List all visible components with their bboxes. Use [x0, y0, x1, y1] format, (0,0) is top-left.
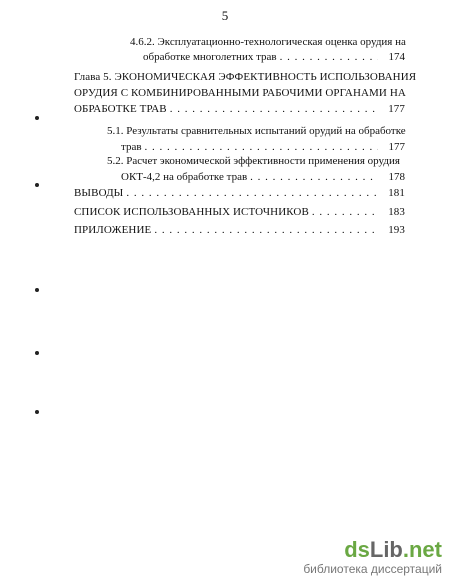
toc-page-number: 177: [388, 141, 405, 153]
dot-leader: [312, 206, 378, 218]
toc-appendix[interactable]: [74, 224, 405, 240]
toc-page-number: 177: [388, 103, 405, 115]
toc-entry-4-6-2[interactable]: [143, 51, 405, 67]
toc-entry-text: ВЫВОДЫ: [74, 187, 124, 199]
binder-hole-mark: [35, 410, 39, 414]
dot-leader: [145, 141, 378, 153]
dot-leader: [154, 224, 378, 236]
dot-leader: [170, 103, 378, 115]
toc-page-number: 193: [388, 224, 405, 236]
toc-section-5-2-line1: 5.2. Расчет экономической эффективности применения орудия: [107, 155, 400, 167]
binder-hole-mark: [35, 183, 39, 187]
logo-lib: Lib: [369, 537, 403, 562]
binder-hole-mark: [35, 351, 39, 355]
toc-section-5-2[interactable]: [121, 171, 405, 187]
dot-leader: [126, 187, 378, 199]
toc-page-number: 178: [388, 171, 405, 183]
toc-entry-text: ПРИЛОЖЕНИЕ: [74, 224, 152, 236]
toc-entry-text: СПИСОК ИСПОЛЬЗОВАННЫХ ИСТОЧНИКОВ: [74, 206, 309, 218]
toc-section-5-1-line1: 5.1. Результаты сравнительных испытаний орудий на обработке: [107, 125, 406, 137]
toc-chapter-5-line1: Глава 5. ЭКОНОМИЧЕСКАЯ ЭФФЕКТИВНОСТЬ ИСПОЛЬЗОВАНИЯ: [74, 71, 417, 83]
dot-leader: [250, 171, 378, 183]
toc-entry-text: трав: [121, 141, 142, 153]
toc-entry-text: обработке многолетних трав: [143, 51, 277, 63]
dslib-watermark: [303, 538, 442, 576]
dslib-logo: [303, 538, 442, 562]
toc-page-number: 183: [388, 206, 405, 218]
dot-leader: [280, 51, 378, 63]
toc-entry-text: ОКТ-4,2 на обработке трав: [121, 171, 248, 183]
toc-entry-4-6-2-line1: 4.6.2. Эксплуатационно-технологическая оценка орудия на: [130, 36, 406, 48]
logo-net: .net: [402, 537, 442, 562]
page-number: 5: [221, 8, 229, 23]
watermark-subtitle: библиотека диссертаций: [303, 562, 442, 576]
binder-hole-mark: [35, 116, 39, 120]
toc-chapter-5[interactable]: [74, 103, 405, 119]
toc-entry-text: ОБРАБОТКЕ ТРАВ: [74, 103, 167, 115]
toc-chapter-5-line2: ОРУДИЯ С КОМБИНИРОВАННЫМИ РАБОЧИМИ ОРГАНАМИ НА: [74, 87, 406, 99]
toc-conclusions[interactable]: [74, 187, 405, 203]
toc-page-number: 174: [388, 51, 405, 63]
toc-references[interactable]: [74, 206, 405, 222]
toc-page-number: 181: [388, 187, 405, 199]
logo-ds: ds: [344, 537, 370, 562]
binder-hole-mark: [35, 288, 39, 292]
